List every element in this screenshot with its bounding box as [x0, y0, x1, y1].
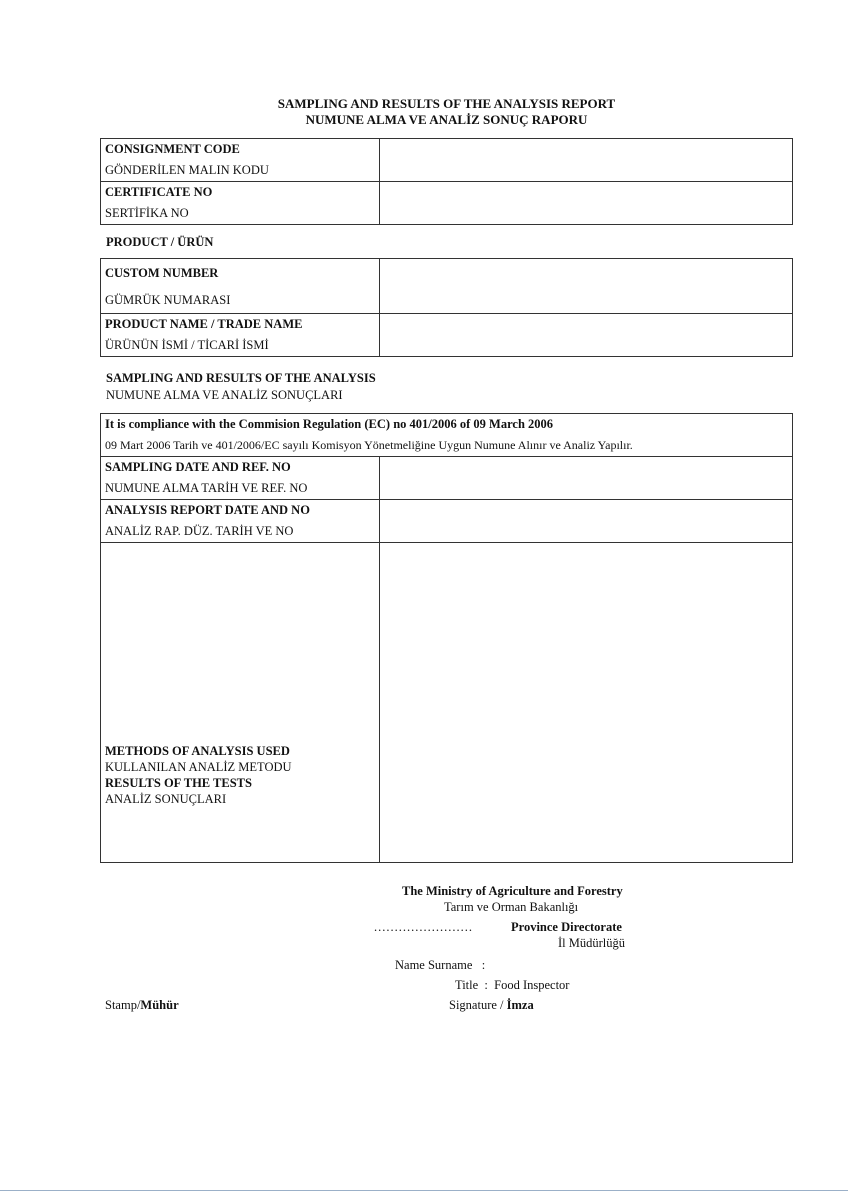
province-directorate-tr: İl Müdürlüğü [558, 936, 626, 950]
certificate-no-label [101, 182, 380, 225]
custom-number-en: CUSTOM NUMBER [105, 266, 219, 280]
consignment-code-value[interactable] [380, 139, 793, 182]
product-heading: PRODUCT / ÜRÜN [106, 235, 214, 249]
custom-number-tr: GÜMRÜK NUMARASI [105, 293, 231, 307]
product-table [100, 258, 793, 357]
results-en: RESULTS OF THE TESTS [105, 776, 252, 790]
name-surname-label: Name Surname : [395, 958, 486, 972]
consignment-code-en: CONSIGNMENT CODE [105, 142, 240, 156]
product-name-label [101, 314, 380, 357]
stamp-tr: Mühür [140, 998, 179, 1012]
scan-edge-line [0, 1190, 848, 1191]
consignment-code-label [101, 139, 380, 182]
methods-en: METHODS OF ANALYSIS USED [105, 744, 290, 758]
compliance-row [101, 414, 793, 457]
stamp-label [105, 998, 179, 1013]
product-name-en: PRODUCT NAME / TRADE NAME [105, 317, 303, 331]
sampling-date-en: SAMPLING DATE AND REF. NO [105, 460, 291, 474]
signature-en: Signature / [449, 998, 504, 1012]
inspector-title: Title : Food Inspector [455, 978, 570, 992]
custom-number-label [101, 259, 380, 314]
signature-label [449, 998, 534, 1013]
certificate-no-value[interactable] [380, 182, 793, 225]
province-directorate-en: Province Directorate [511, 920, 622, 934]
results-tr: ANALİZ SONUÇLARI [105, 792, 227, 806]
analysis-report-en: ANALYSIS REPORT DATE AND NO [105, 503, 310, 517]
methods-results-value[interactable] [380, 543, 793, 863]
analysis-report-tr: ANALİZ RAP. DÜZ. TARİH VE NO [105, 524, 294, 538]
signature-tr: İmza [506, 998, 534, 1012]
ministry-en: The Ministry of Agriculture and Forestry [402, 884, 623, 898]
custom-number-value[interactable] [380, 259, 793, 314]
stamp-en: Stamp/ [105, 998, 141, 1012]
analysis-table [100, 413, 793, 863]
report-title-tr: NUMUNE ALMA VE ANALİZ SONUÇ RAPORU [305, 112, 588, 127]
directorate-dots: ........................ [374, 920, 473, 934]
sampling-heading-tr: NUMUNE ALMA VE ANALİZ SONUÇLARI [106, 388, 343, 402]
consignment-table [100, 138, 793, 225]
product-name-tr: ÜRÜNÜN İSMİ / TİCARİ İSMİ [105, 338, 269, 352]
report-title-en: SAMPLING AND RESULTS OF THE ANALYSIS REPORT [277, 96, 616, 111]
sampling-date-tr: NUMUNE ALMA TARİH VE REF. NO [105, 481, 308, 495]
certificate-no-en: CERTIFICATE NO [105, 185, 213, 199]
consignment-code-tr: GÖNDERİLEN MALIN KODU [105, 163, 269, 177]
compliance-tr: 09 Mart 2006 Tarih ve 401/2006/EC sayılı Komisyon Yönetmeliğine Uygun Numune Alınır ve Analiz Yapılır. [105, 438, 633, 452]
compliance-en: It is compliance with the Commision Regulation (EC) no 401/2006 of 09 March 2006 [105, 417, 554, 431]
methods-tr: KULLANILAN ANALİZ METODU [105, 760, 292, 774]
product-name-value[interactable] [380, 314, 793, 357]
analysis-report-value[interactable] [380, 500, 793, 543]
analysis-report-label [101, 500, 380, 543]
methods-results-label [101, 543, 380, 863]
certificate-no-tr: SERTİFİKA NO [105, 206, 189, 220]
sampling-heading-en: SAMPLING AND RESULTS OF THE ANALYSIS [106, 371, 376, 385]
sampling-date-label [101, 457, 380, 500]
ministry-tr: Tarım ve Orman Bakanlığı [444, 900, 579, 914]
sampling-date-value[interactable] [380, 457, 793, 500]
